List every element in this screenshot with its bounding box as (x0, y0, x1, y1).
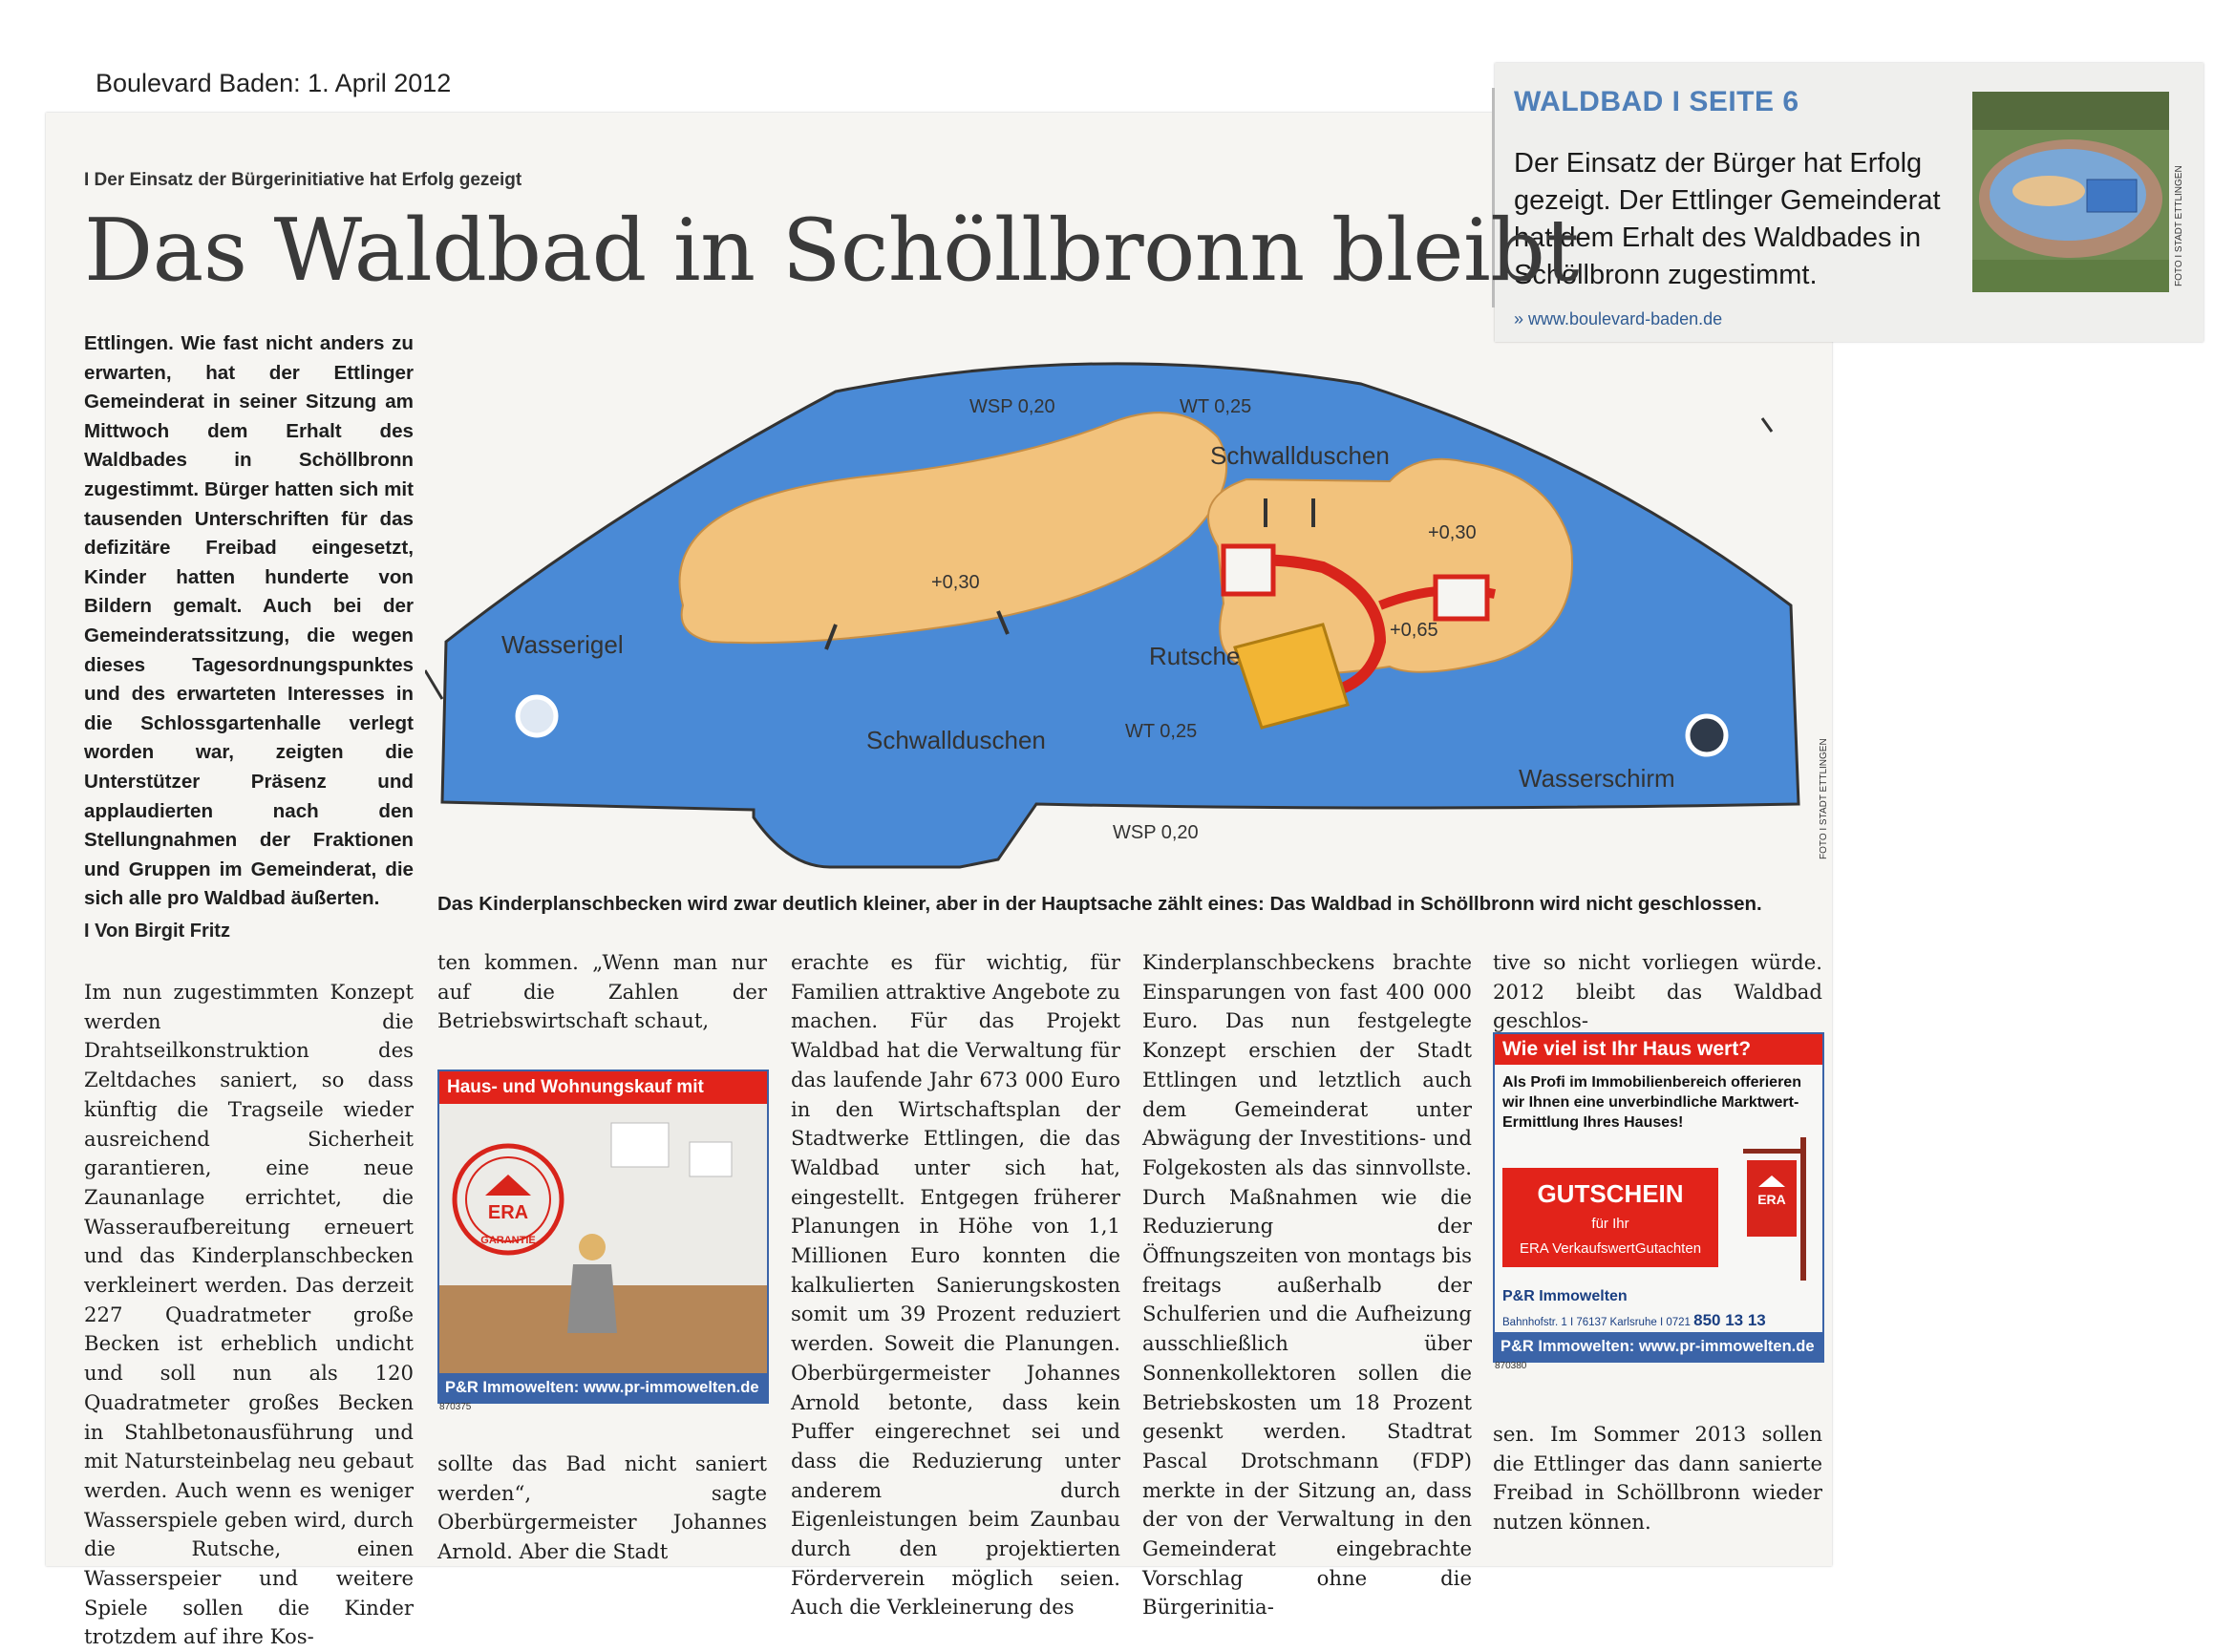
ad1-code: 870375 (439, 1402, 472, 1412)
teaser-text: Der Einsatz der Bürger hat Erfolg gezeigt. Der Ettlinger Gemeinderat hat dem Erhalt des Waldbades in Schöllbronn zugestimmt. (1514, 148, 1941, 290)
ad2-code: 870380 (1495, 1361, 1527, 1371)
teaser-photo-credit: FOTO I STADT ETTLINGEN (2174, 165, 2184, 286)
ad1-title: Haus- und Wohnungskauf mit (439, 1071, 767, 1104)
era-seal-text: GARANTIE (480, 1235, 536, 1246)
lead-paragraph: Ettlingen. Wie fast nicht anders zu erwarten, hat der Ettlinger Gemeinderat in seiner Sitzung am Mittwoch dem Erhalt des Waldbades in Schöllbronn zugestimmt. Bürger hatten sich mit tausenden Unterschriften für das defizitäre Freibad eingesetzt, Kinder hatten hunderte von Bildern gemalt. Auch bei der Gemeinderatssitzung, die wegen dieses Tagesordnungspunktes und des erwarteten Interesses in die Schlossgartenhalle verlegt worden war, zeigten die Unterstützer Präsenz und applaudierten nach den Stellungnahmen der Fraktionen und Gruppen im Gemeinderat, die sich alle pro Waldbad äußerten. (84, 332, 414, 910)
ad2-footer-link[interactable]: P&R Immowelten: www.pr-immowelten.de (1495, 1332, 1822, 1361)
article-column-2-bottom (437, 1450, 767, 1567)
voucher-subtitle-2: ERA VerkaufswertGutachten (1519, 1240, 1702, 1257)
label-depth-left: +0,30 (931, 572, 980, 593)
column-text: Im nun zugestimmten Konzept werden die Drahtseilkonstruktion des Zeltdaches saniert, so dass künftig die Tragseile wieder ausreichend Sicherheit garantieren, eine neue Zaunanlage errichtet, die Wasseraufbereitung erneuert und das Kinderplanschbecken verkleinert werden. Das derzeit 227 Quadratmeter große Becken ist erheblich undicht und soll nun als 120 Quadratmeter großes Becken in Stahlbetonausführung und mit Natursteinbelag neu gebaut werden. Auch wenn es weniger Wasserspiele geben wird, durch die Rutsche, einen Wasserspeier und weitere Spiele sollen die Kinder trotzdem auf ihre Kos- (84, 980, 414, 1649)
voucher-box[interactable] (1502, 1168, 1718, 1267)
ad2-address-text: Bahnhofstr. 1 I 76137 Karlsruhe I 0721 (1502, 1317, 1691, 1328)
ad-house-valuation[interactable] (1493, 1032, 1824, 1363)
column-text: sollte das Bad nicht saniert werden“, sagte Oberbürgermeister Johannes Arnold. Aber die Stadt (437, 1451, 767, 1564)
ad2-text: Als Profi im Immobilienbereich offerieren wir Ihnen eine unverbindliche Marktwert-Ermittlung Ihres Hauses! (1502, 1074, 1801, 1131)
plan-caption: Das Kinderplanschbecken wird zwar deutlich kleiner, aber in der Hauptsache zählt eines: Das Waldbad in Schöllbronn wird nicht geschlossen. (437, 893, 1762, 915)
article-headline: Das Waldbad in Schöllbronn bleibt (84, 201, 1580, 301)
teaser-photo (1972, 92, 2169, 292)
label-wsp-bottom: WSP 0,20 (1113, 822, 1199, 843)
voucher-title: GUTSCHEIN (1537, 1179, 1684, 1208)
article-lead (84, 329, 414, 914)
article-column-3 (791, 948, 1120, 1622)
label-wt-bottom: WT 0,25 (1125, 721, 1198, 742)
article-kicker: I Der Einsatz der Bürgerinitiative hat Erfolg gezeigt (84, 170, 522, 190)
stair-right (1436, 577, 1487, 619)
plan-photo-credit: FOTO I STADT ETTLINGEN (1819, 738, 1829, 859)
teaser-heading: WALDBAD I SEITE 6 (1514, 86, 1799, 117)
column-text: ten kommen. „Wenn man nur auf die Zahlen der Betriebswirtschaft schaut, (437, 950, 767, 1033)
ad1-footer-link[interactable]: P&R Immowelten: www.pr-immowelten.de (439, 1373, 767, 1402)
column-text: tive so nicht vorliegen würde. 2012 bleibt das Waldbad geschlos- (1493, 950, 1822, 1033)
source-line: Boulevard Baden: 1. April 2012 (96, 69, 452, 97)
pool-plan-drawing (425, 355, 1831, 871)
article-column-2-top (437, 948, 767, 1036)
column-text: erachte es für wichtig, für Familien attraktive Angebote zu machen. Für das Projekt Waldbad hat die Verwaltung für das laufende Jahr 673 000 Euro in den Wirtschaftsplan der Stadtwerke Ettlingen, die das Waldbad unter sich hat, eingestellt. Entgegen früherer Planungen in Höhe von 1,1 Millionen Euro konnten die kalkulierten Sanierungskosten somit um 39 Prozent reduziert werden. Soweit die Planungen. Oberbürgermeister Johannes Arnold betonte, dass kein Puffer eingerechnet sei und dass die Reduzierung unter anderem durch Eigenleistungen beim Zaunbau durch den projektierten Förderverein möglich seien. Auch die Verkleinerung des (791, 950, 1120, 1620)
ad2-company: P&R Immowelten (1502, 1288, 1628, 1304)
era-sign-text: ERA (1757, 1192, 1786, 1207)
label-schwallduschen-top: Schwallduschen (1210, 441, 1390, 470)
wasserschirm (1688, 716, 1726, 754)
ad2-address (1502, 1311, 1818, 1330)
stair-left (1224, 546, 1273, 594)
label-schwallduschen-bottom: Schwallduschen (866, 726, 1046, 754)
wasserigel (518, 697, 556, 735)
ad-era-guarantee[interactable] (437, 1070, 769, 1404)
teaser-link[interactable]: » www.boulevard-baden.de (1514, 309, 1723, 328)
article-column-4 (1142, 948, 1472, 1622)
article-author: I Von Birgit Fritz (84, 921, 230, 942)
ad2-phone[interactable]: 850 13 13 (1693, 1311, 1766, 1329)
article-column-5-bottom (1493, 1420, 1822, 1537)
label-wasserschirm: Wasserschirm (1519, 764, 1675, 793)
era-sign-icon (1734, 1137, 1810, 1281)
era-logo-text: ERA (487, 1202, 529, 1223)
ad1-photo (439, 1104, 767, 1373)
label-depth-mid: +0,65 (1390, 620, 1438, 641)
label-wt-top: WT 0,25 (1180, 396, 1252, 417)
column-text: sen. Im Sommer 2013 sollen die Ettlinger das dann sanierte Freibad in Schöllbronn wieder nutzen können. (1493, 1422, 1822, 1535)
label-wsp-top: WSP 0,20 (969, 396, 1055, 417)
label-rutsche: Rutsche (1149, 642, 1241, 670)
ad2-title: Wie viel ist Ihr Haus wert? (1495, 1034, 1822, 1065)
label-depth-right: +0,30 (1428, 522, 1477, 543)
column-text: Kinderplanschbeckens brachte Einsparungen von fast 400 000 Euro. Das nun festgelegte Konzept erschien der Stadt Ettlingen und letztlich auch dem Gemeinderat unter Abwägung der Investitions- und Folgekosten als das sinnvollste. Durch Maßnahmen wie die Reduzierung der Öffnungszeiten von montags bis freitags außerhalb der Schulferien und die Aufheizung ausschließlich über Sonnenkollektoren sollen die Betriebskosten um 18 Prozent gesenkt werden. Stadtrat Pascal Drotschmann (FDP) merkte in der Sitzung an, dass der von der Verwaltung in den Gemeinderat eingebrachte Vorschlag ohne die Bürgerinitia- (1142, 950, 1472, 1620)
voucher-subtitle: für Ihr (1591, 1216, 1629, 1232)
label-wasserigel: Wasserigel (501, 630, 624, 659)
article-column-5-top (1493, 948, 1822, 1036)
article-column-1 (84, 978, 414, 1652)
